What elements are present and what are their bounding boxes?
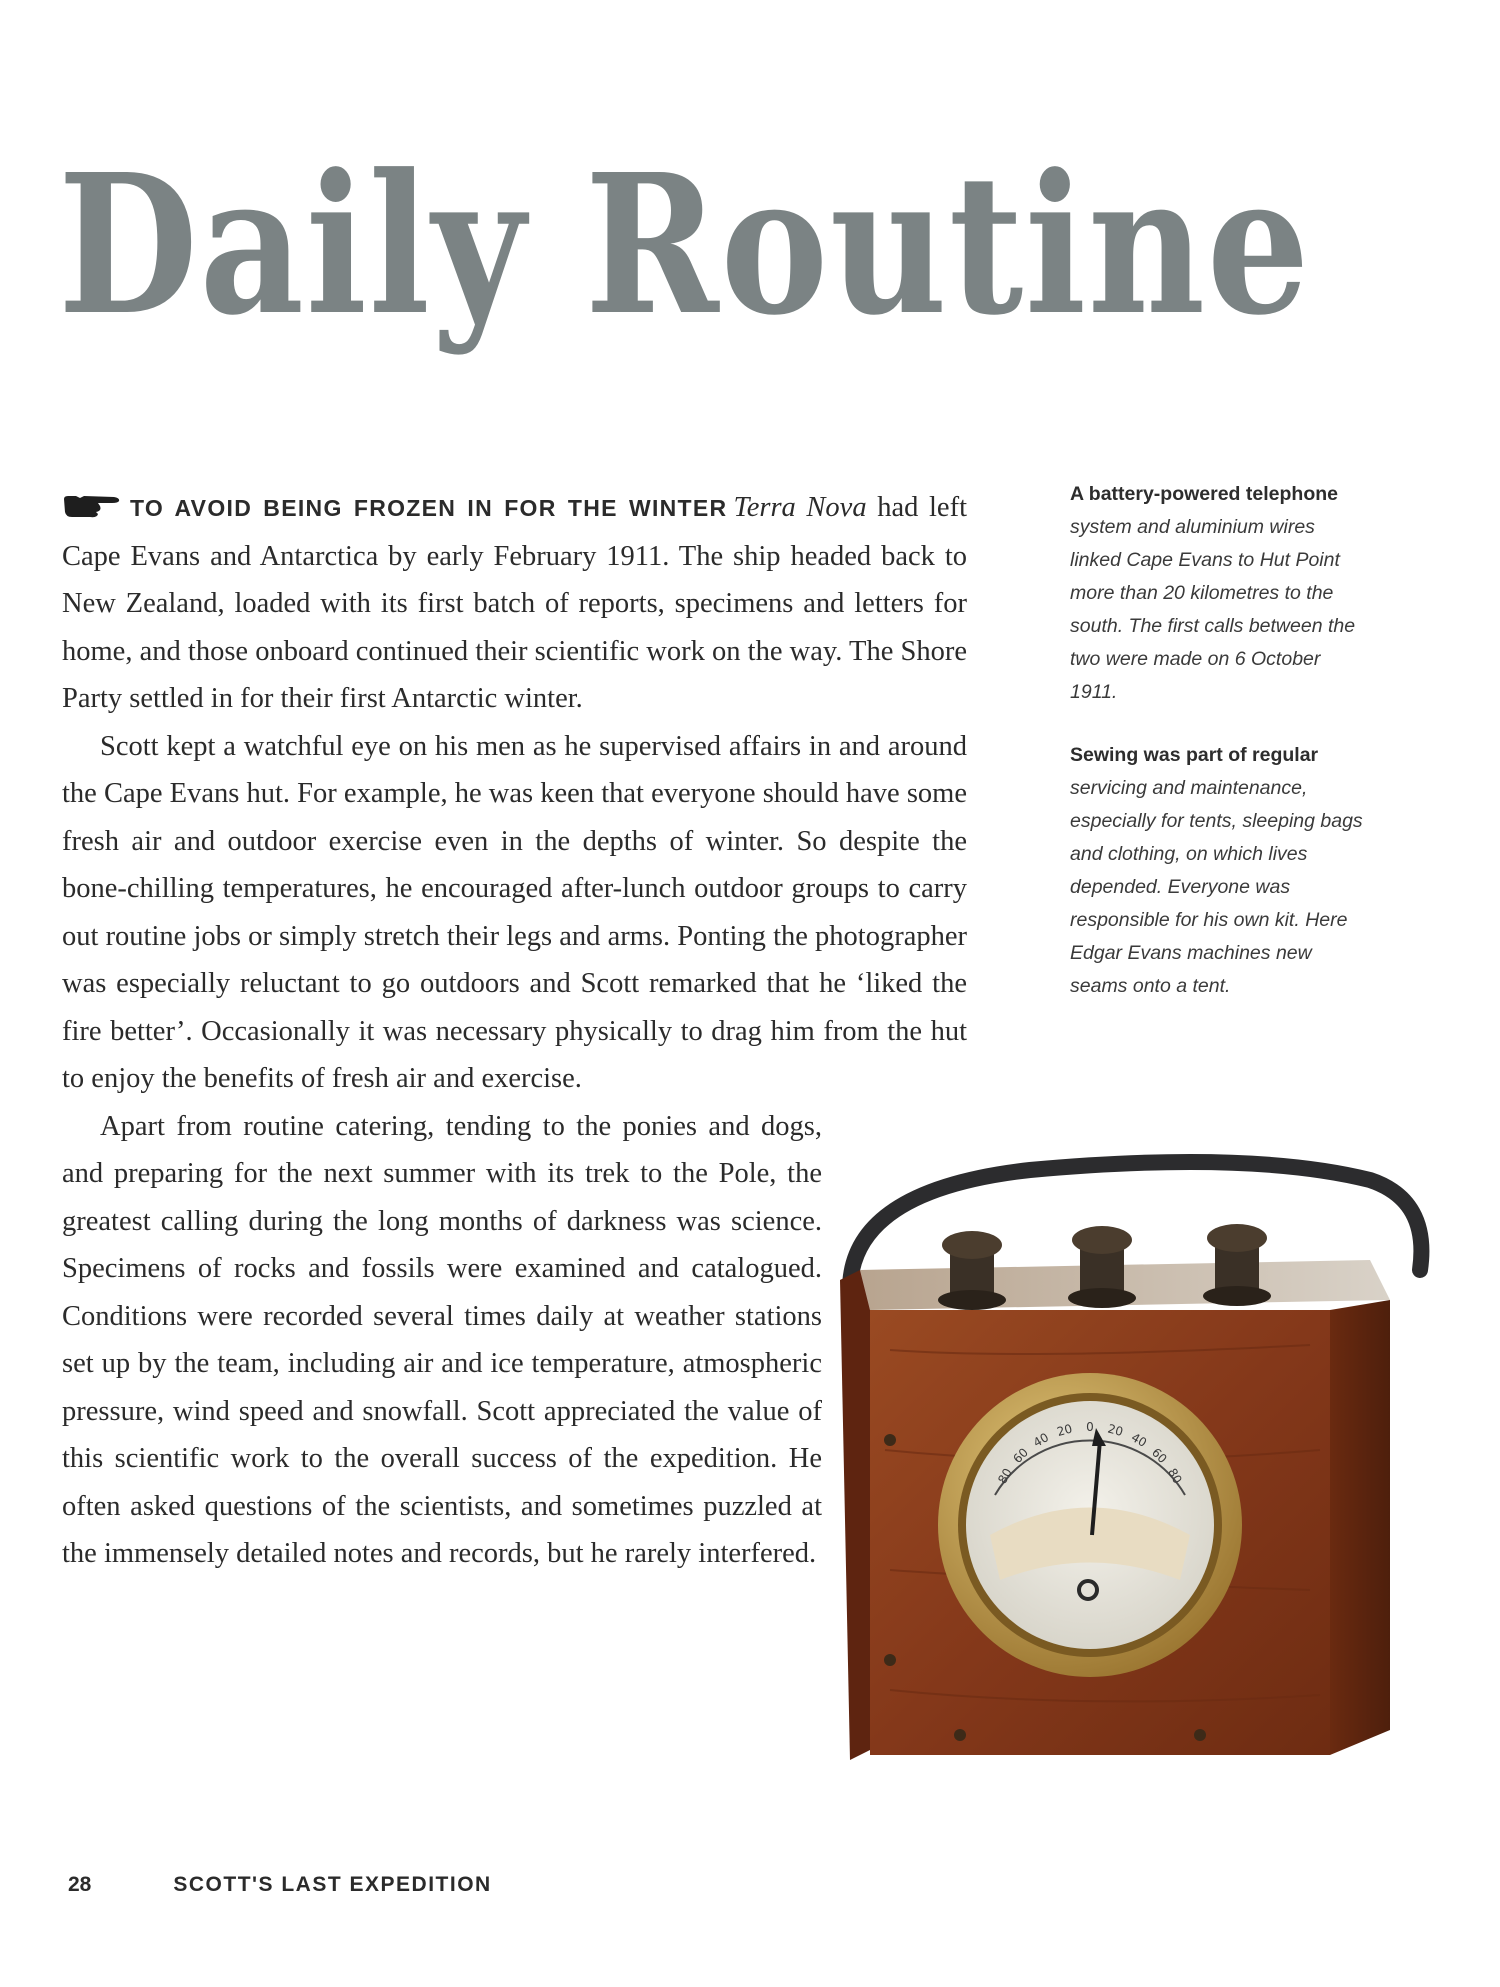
- dial-scale-label: 20: [1055, 1421, 1074, 1440]
- field-telephone-icon: [830, 1150, 1450, 1790]
- book-title: SCOTT'S LAST EXPEDITION: [173, 1873, 492, 1896]
- caption-lead: A battery-powered telephone: [1070, 483, 1338, 505]
- caption-lead: Sewing was part of regular: [1070, 744, 1319, 766]
- pointing-hand-icon: [62, 493, 122, 519]
- page-number: 28: [68, 1873, 92, 1896]
- dial-scale-label: 0: [1086, 1420, 1094, 1434]
- page-footer: [68, 1873, 492, 1897]
- paragraph-3: Apart from routine catering, tending to the ponies and dogs, and preparing for the next summer with its trek to the Pole, the greatest calling during the long months of darkness was science. Specimens of rocks and fossils were examined and catalogued. Conditions were recorded several times daily at weather stations set up by the team, including air and ice temperature, atmospheric pressure, wind speed and snowfall. Scott appreciated the value of this scientific work to the overall success of the expedition. He often asked questions of the scientists, and sometimes puzzled at the immensely detailed notes and records, but he rarely interfered.: [62, 1110, 822, 1569]
- caption-sewing: [1070, 739, 1370, 1003]
- ship-name: Terra Nova: [733, 492, 867, 523]
- sidebar-captions: [1070, 478, 1370, 1033]
- lead-caps: TO AVOID BEING FROZEN IN FOR THE WINTER: [130, 495, 728, 521]
- paragraph-2: Scott kept a watchful eye on his men as he supervised affairs in and around the Cape Evans hut. For example, he was keen that everyone should have some fresh air and outdoor exercise even in the depths of winter. So despite the bone-chilling temperatures, he encouraged after-lunch outdoor groups to carry out routine jobs or simply stretch their legs and arms. Ponting the photographer was especially reluctant to go outdoors and Scott remarked that he ‘liked the fire better’. Occasionally it was necessary physically to drag him from the hut to enjoy the benefits of fresh air and exercise.: [62, 730, 967, 1094]
- dial-scale-label: 80: [1165, 1465, 1185, 1487]
- page-title: Daily Routine: [58, 133, 1312, 358]
- dial-scale-label: 60: [1148, 1445, 1170, 1467]
- caption-telephone: [1070, 478, 1370, 709]
- dial-scale-label: 20: [1106, 1421, 1125, 1440]
- dial-scale-label: 40: [1030, 1430, 1052, 1450]
- dial-scale-label: 60: [1010, 1445, 1032, 1467]
- dial-scale-label: 80: [995, 1465, 1015, 1487]
- caption-text: system and aluminium wires linked Cape Evans to Hut Point more than 20 kilometres to the south. The first calls between the two were made on 6 October 1911.: [1070, 516, 1356, 703]
- lead-paragraph: [62, 484, 967, 723]
- dial-scale-label: 40: [1128, 1430, 1150, 1450]
- lead-rest: had left Cape Evans and Antarctica by early February 1911. The ship headed back to New Zealand, loaded with its first batch of reports, specimens and letters for home, and those onboard continued their scientific work on the way. The Shore Party settled in for their first Antarctic winter.: [62, 492, 967, 714]
- caption-text: servicing and maintenance, especially for tents, sleeping bags and clothing, on which lives depended. Everyone was responsible for his own kit. Here Edgar Evans machines new seams onto a tent.: [1070, 777, 1363, 997]
